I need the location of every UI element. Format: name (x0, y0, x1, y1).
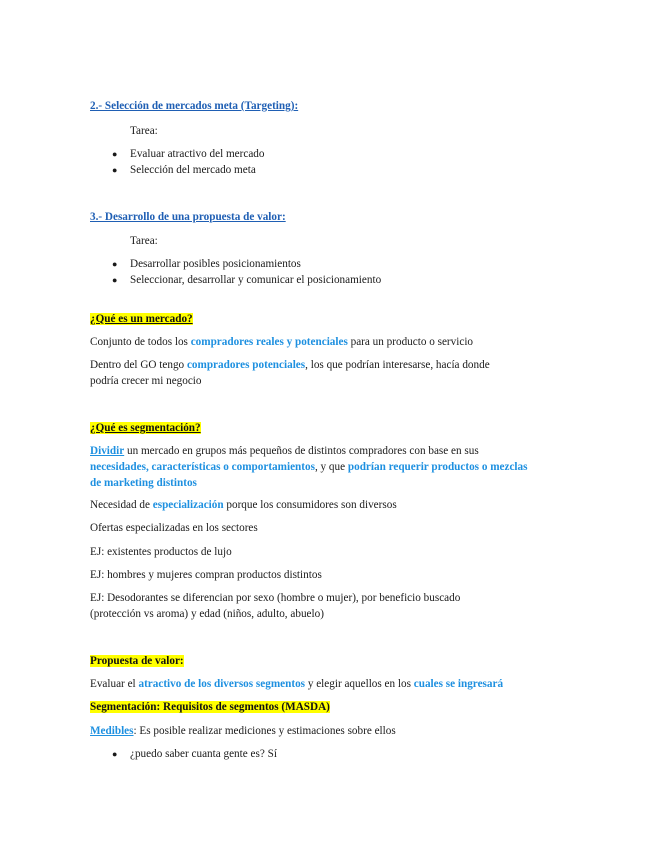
highlight-term: necesidades, características o comportamientos (90, 461, 315, 473)
example-line: EJ: existentes productos de lujo (90, 546, 232, 558)
segmentacion-heading-text: ¿Qué es segmentación? (90, 422, 201, 434)
highlight-term: compradores reales y potenciales (190, 336, 348, 348)
bullet-icon: ● (112, 165, 118, 175)
propuesta-heading-text: Propuesta de valor: (90, 655, 184, 667)
section-3-tarea: Tarea: (130, 235, 158, 247)
text-run: Necesidad de (90, 499, 153, 511)
bullet-icon: ● (112, 259, 118, 269)
section-3-heading[interactable]: 3.- Desarrollo de una propuesta de valor: (90, 211, 286, 223)
section-2-heading[interactable]: 2.- Selección de mercados meta (Targeting): (90, 100, 299, 112)
highlight-term: Dividir (90, 445, 125, 457)
segmentacion-heading (90, 421, 201, 436)
highlight-term: compradores potenciales (186, 359, 306, 371)
section-2-tarea: Tarea: (130, 125, 158, 137)
highlight-term: de marketing distintos (90, 477, 197, 489)
text-run: : Es posible realizar mediciones y estimaciones sobre ellos (133, 725, 396, 737)
example-line: EJ: Desodorantes se diferencian por sexo (hombre o mujer), por beneficio buscado (90, 592, 461, 604)
bullet-icon: ● (112, 149, 118, 159)
requisitos-heading (90, 700, 330, 715)
requisitos-heading-text: Segmentación: Requisitos de segmentos (MASDA) (90, 701, 330, 713)
mercado-heading (90, 312, 193, 327)
mercado-paragraph-2 (90, 358, 490, 373)
text-run: un mercado en grupos más pequeños de distintos compradores con base en sus (124, 445, 479, 457)
segmentacion-paragraph-3: Ofertas especializadas en los sectores (90, 522, 258, 534)
propuesta-heading (90, 654, 184, 669)
example-line-cont: (protección vs aroma) y edad (niños, adulto, abuelo) (90, 608, 324, 620)
highlight-term: Medibles (90, 725, 134, 737)
medibles-item: ¿puedo saber cuanta gente es? Sí (130, 748, 277, 760)
propuesta-paragraph (90, 677, 503, 692)
text-run: Evaluar el (90, 678, 139, 690)
mercado-paragraph-2-cont: podría crecer mi negocio (90, 375, 202, 387)
text-run: y elegir aquellos en los (305, 678, 414, 690)
segmentacion-paragraph-1-line3 (90, 476, 197, 491)
segmentacion-paragraph-1-line2 (90, 460, 528, 475)
highlight-term: cuales se ingresará (413, 678, 504, 690)
text-run: Conjunto de todos los (90, 336, 191, 348)
medibles-paragraph (90, 724, 396, 739)
text-run: , y que (314, 461, 348, 473)
text-run: , los que podrían interesarse, hacía donde (305, 359, 490, 371)
highlight-term: especialización (152, 499, 224, 511)
mercado-paragraph-1 (90, 335, 473, 350)
section-3-item: Seleccionar, desarrollar y comunicar el posicionamiento (130, 274, 382, 286)
text-run: para un producto o servicio (347, 336, 474, 348)
mercado-heading-text: ¿Qué es un mercado? (90, 313, 193, 325)
section-2-item: Evaluar atractivo del mercado (130, 148, 265, 160)
highlight-term: podrían requerir productos o mezclas (347, 461, 528, 473)
bullet-icon: ● (112, 275, 118, 285)
segmentacion-paragraph-1 (90, 444, 479, 459)
segmentacion-paragraph-2 (90, 498, 397, 513)
text-run: porque los consumidores son diversos (223, 499, 397, 511)
bullet-icon: ● (112, 749, 118, 759)
section-3-item: Desarrollar posibles posicionamientos (130, 258, 301, 270)
section-2-item: Selección del mercado meta (130, 164, 256, 176)
example-line: EJ: hombres y mujeres compran productos distintos (90, 569, 322, 581)
highlight-term: atractivo de los diversos segmentos (138, 678, 306, 690)
text-run: Dentro del GO tengo (90, 359, 187, 371)
